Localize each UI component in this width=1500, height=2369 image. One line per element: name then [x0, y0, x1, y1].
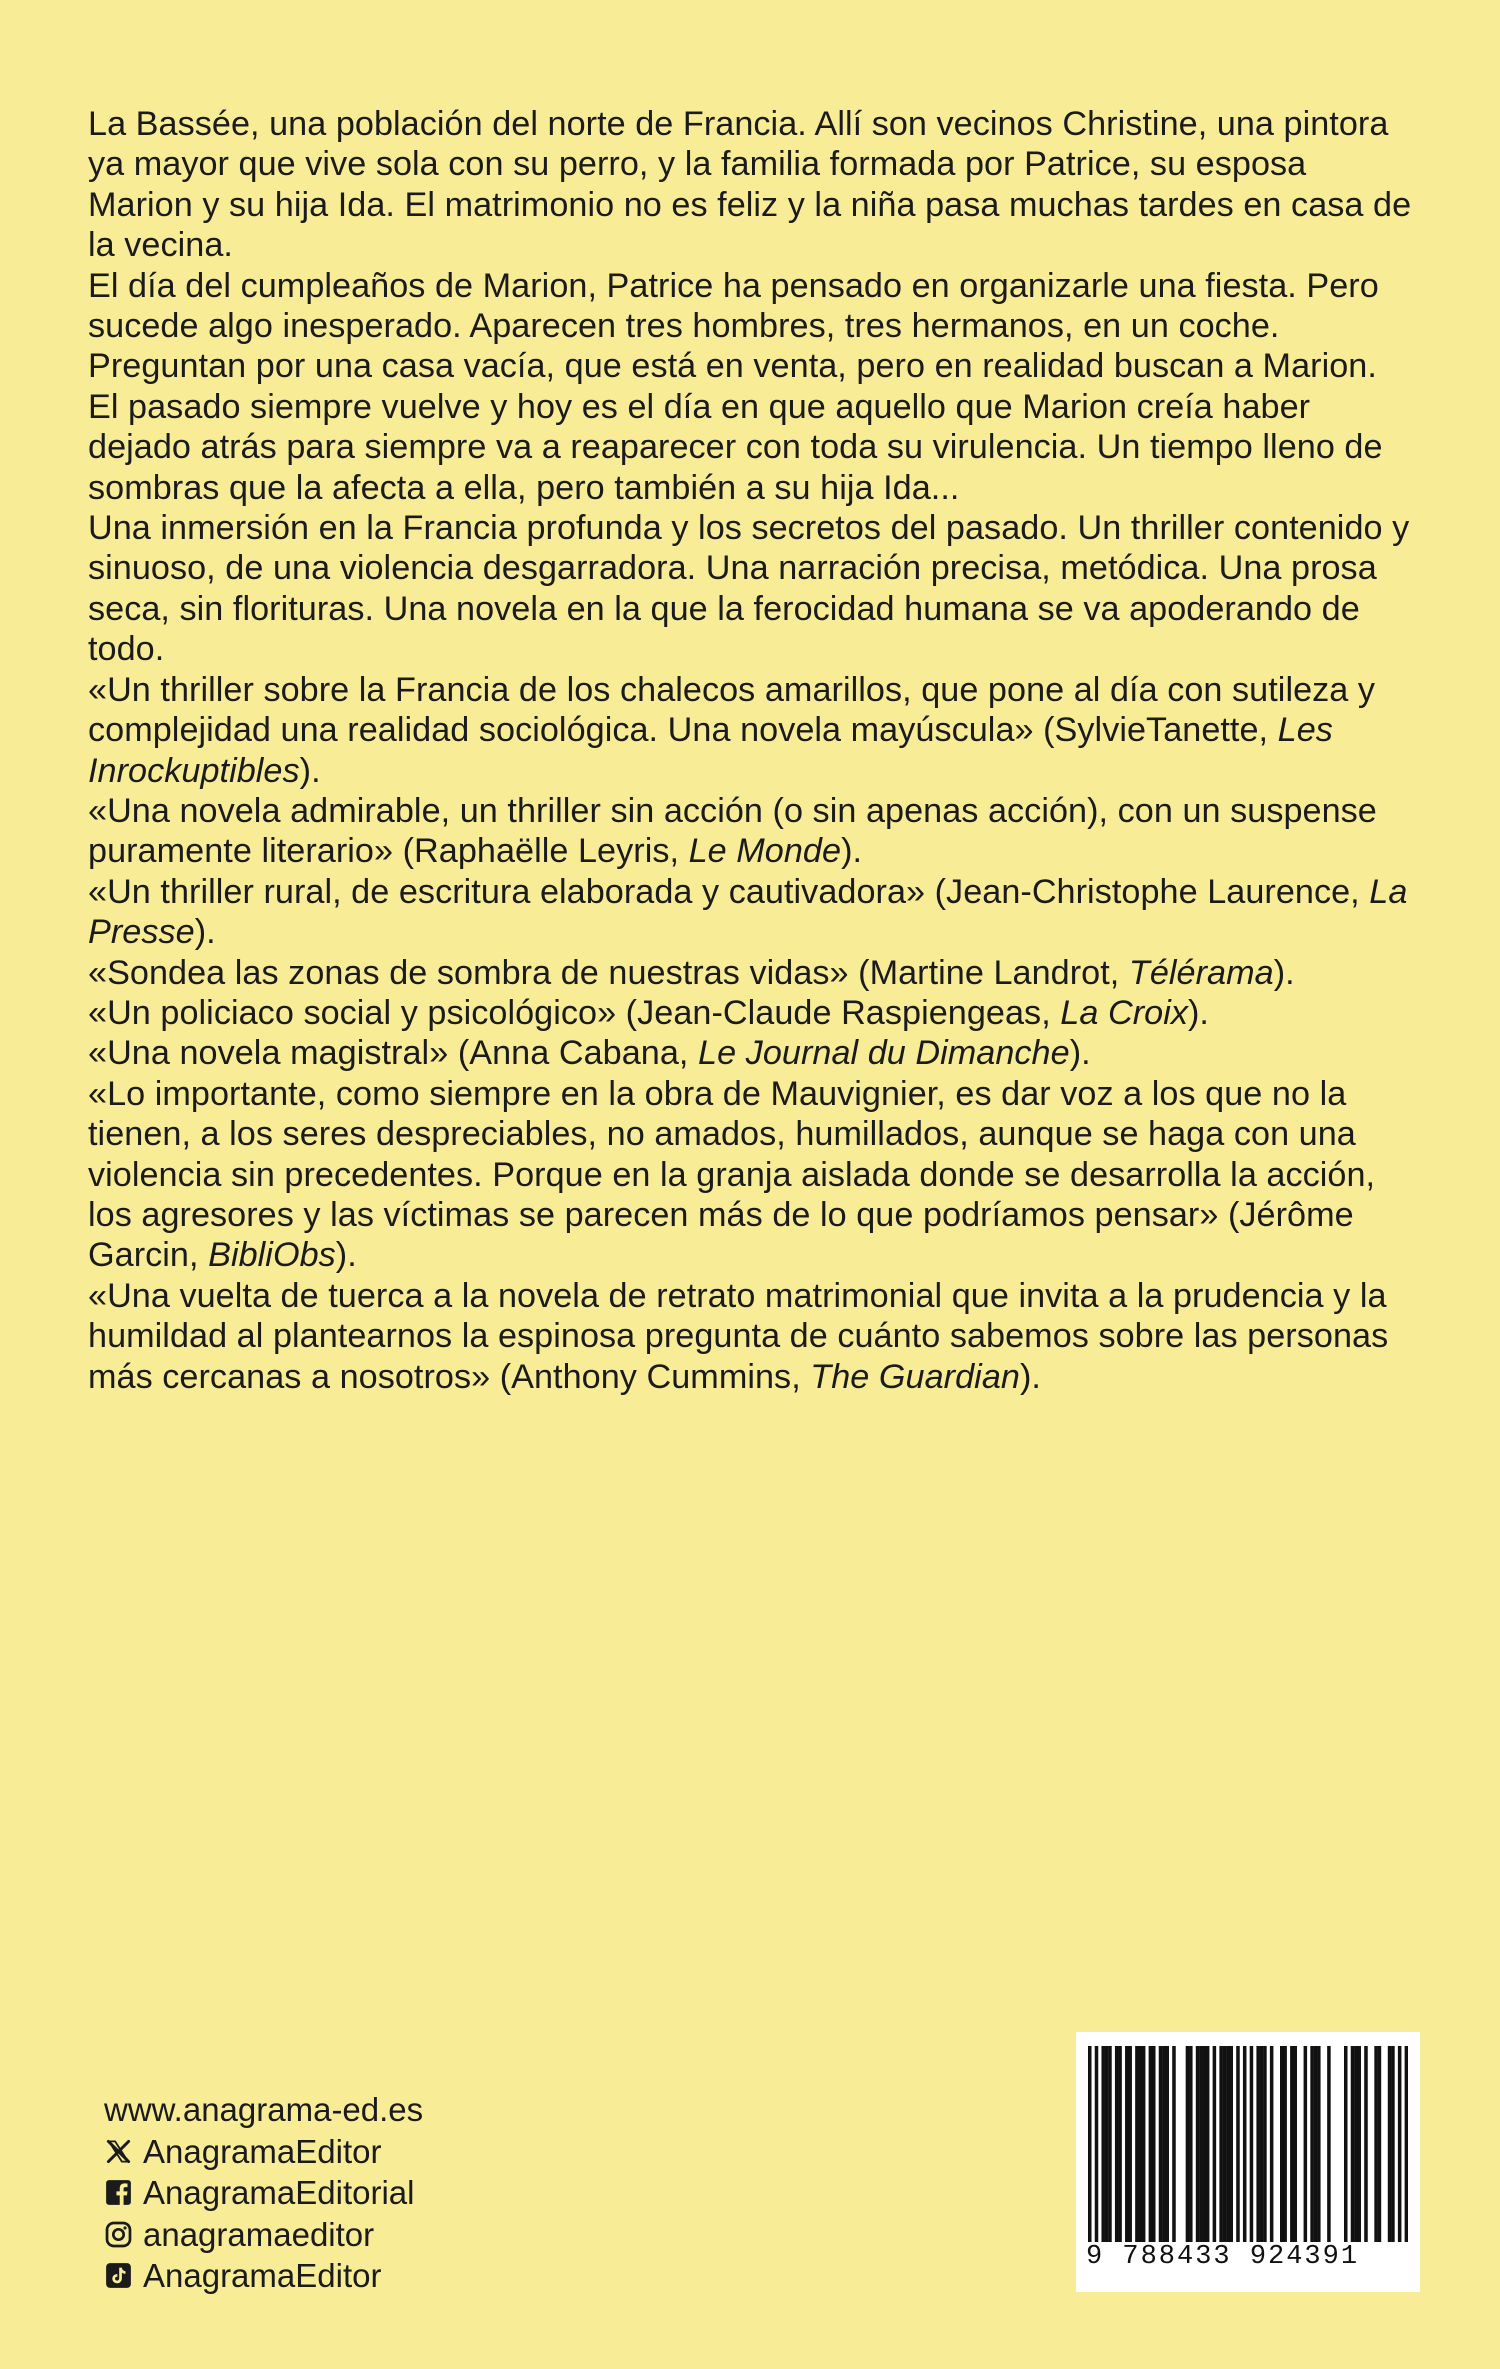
- barcode-bar: [1128, 2046, 1132, 2242]
- press-quote: «Una novela magistral» (Anna Cabana, Le Journal du Dimanche).: [88, 1034, 1091, 1073]
- barcode-bar: [1108, 2046, 1112, 2242]
- instagram-icon: [104, 2220, 133, 2249]
- barcode-bar: [1270, 2046, 1274, 2242]
- barcode-bar: [1189, 2046, 1193, 2242]
- press-quote: «Un thriller sobre la Francia de los chalecos amarillos, que pone al día con sutileza y complejidad una realidad sociológica. Una novela mayúscula» (SylvieTanette, Les Inrockuptibles).: [88, 670, 1376, 790]
- facebook-icon: [104, 2178, 133, 2207]
- social-instagram[interactable]: anagramaeditor: [104, 2214, 423, 2256]
- barcode-bar: [1206, 2046, 1210, 2242]
- tiktok-icon: [104, 2261, 133, 2290]
- barcode-bar: [1388, 2046, 1392, 2242]
- barcode-bars: [1088, 2046, 1408, 2242]
- quote-source: Télérama: [1128, 953, 1274, 992]
- barcode-bar: [1118, 2046, 1122, 2242]
- barcode-bar: [1219, 2046, 1223, 2242]
- barcode-bar: [1280, 2046, 1284, 2242]
- barcode-bar: [1283, 2046, 1287, 2242]
- barcode-bar: [1199, 2046, 1203, 2242]
- barcode-bar: [1327, 2046, 1331, 2242]
- barcode-bar: [1186, 2046, 1190, 2242]
- barcode-bar: [1213, 2046, 1217, 2242]
- barcode-bar: [1135, 2046, 1139, 2242]
- back-cover-text: [88, 104, 1418, 1397]
- barcode-bar: [1203, 2046, 1207, 2242]
- barcode-bar: [1105, 2046, 1109, 2242]
- barcode-bar: [1142, 2046, 1146, 2242]
- barcode-bar: [1196, 2046, 1200, 2242]
- synopsis-paragraph: Una inmersión en la Francia profunda y los secretos del pasado. Un thriller contenido y sinuoso, de una violencia desgarradora. Una narración precisa, metódica. Una prosa seca, sin florituras. Una novela en la que la ferocidad humana se va apoderando de todo.: [88, 509, 1410, 669]
- publisher-contacts: [104, 2089, 423, 2297]
- barcode-bar: [1139, 2046, 1143, 2242]
- quote-source: La Croix: [1060, 993, 1188, 1032]
- barcode-bar: [1088, 2046, 1092, 2242]
- barcode-bar: [1165, 2046, 1169, 2242]
- barcode-bar: [1125, 2046, 1129, 2242]
- barcode-bar: [1152, 2046, 1156, 2242]
- barcode-bar: [1314, 2046, 1318, 2242]
- synopsis-paragraph: La Bassée, una población del norte de Francia. Allí son vecinos Christine, una pintora ya mayor que vive sola con su perro, y la familia formada por Patrice, su esposa Marion y su hija Ida. El matrimonio no es feliz y la niña pasa muchas tardes en casa de la vecina.: [88, 105, 1412, 265]
- barcode-bar: [1159, 2046, 1163, 2242]
- barcode-bar: [1243, 2046, 1247, 2242]
- barcode-bar: [1162, 2046, 1166, 2242]
- press-quote: «Un thriller rural, de escritura elaborada y cautivadora» (Jean-Christophe Laurence, La Presse).: [88, 872, 1408, 952]
- press-quote: «Una novela admirable, un thriller sin acción (o sin apenas acción), con un suspense puramente literario» (Raphaëlle Leyris, Le Monde).: [88, 791, 1377, 871]
- barcode-bar: [1149, 2046, 1153, 2242]
- social-facebook[interactable]: AnagramaEditorial: [104, 2172, 423, 2214]
- quote-source: Le Monde: [688, 832, 842, 871]
- isbn-number: 9 788433 924391: [1086, 2242, 1360, 2272]
- barcode-bar: [1263, 2046, 1267, 2242]
- x-icon: [104, 2137, 133, 2166]
- barcode-bar: [1357, 2046, 1361, 2242]
- quote-source: Le Journal du Dimanche: [698, 1034, 1070, 1073]
- barcode-bar: [1293, 2046, 1297, 2242]
- social-tiktok[interactable]: AnagramaEditor: [104, 2255, 423, 2297]
- barcode-bar: [1095, 2046, 1099, 2242]
- barcode-bar: [1374, 2046, 1378, 2242]
- synopsis-paragraph: El día del cumpleaños de Marion, Patrice ha pensado en organizarle una fiesta. Pero sucede algo inesperado. Aparecen tres hombres, tres hermanos, en un coche. Preguntan por una casa vacía, que está en venta, pero en realidad buscan a Marion.: [88, 266, 1379, 386]
- barcode-bar: [1405, 2046, 1408, 2242]
- barcode-bar: [1223, 2046, 1227, 2242]
- barcode-bar: [1226, 2046, 1230, 2242]
- synopsis-paragraph: El pasado siempre vuelve y hoy es el día en que aquello que Marion creía haber dejado atrás para siempre va a reaparecer con toda su virulencia. Un tiempo lleno de sombras que la afecta a ella, pero también a su hija Ida...: [88, 387, 1383, 507]
- barcode-bar: [1260, 2046, 1264, 2242]
- quote-source: BibliObs: [208, 1236, 336, 1275]
- barcode-bar: [1172, 2046, 1176, 2242]
- press-quote: «Sondea las zonas de sombra de nuestras vidas» (Martine Landrot, Télérama).: [88, 953, 1295, 992]
- website-link[interactable]: www.anagrama-ed.es: [104, 2091, 424, 2128]
- quote-source: The Guardian: [810, 1357, 1020, 1396]
- barcode-bar: [1304, 2046, 1308, 2242]
- barcode: [1076, 2032, 1420, 2292]
- barcode-bar: [1317, 2046, 1321, 2242]
- barcode-bar: [1256, 2046, 1260, 2242]
- barcode-bar: [1354, 2046, 1358, 2242]
- barcode-bar: [1101, 2046, 1105, 2242]
- barcode-bar: [1115, 2046, 1119, 2242]
- press-quote: «Lo importante, como siempre en la obra de Mauvignier, es dar voz a los que no la tienen, a los seres despreciables, no amados, humillados, aunque se haga con una violencia sin precedentes. Porque en la granja aislada donde se desarrolla la acción, los agresores y las víctimas se parecen más de lo que podríamos pensar» (Jérôme Garcin, BibliObs).: [88, 1074, 1376, 1275]
- quote-source: La Presse: [88, 872, 1408, 952]
- barcode-bar: [1310, 2046, 1314, 2242]
- barcode-bar: [1250, 2046, 1254, 2242]
- barcode-bar: [1229, 2046, 1233, 2242]
- barcode-bar: [1378, 2046, 1382, 2242]
- barcode-bar: [1351, 2046, 1355, 2242]
- barcode-bar: [1391, 2046, 1395, 2242]
- barcode-bar: [1290, 2046, 1294, 2242]
- barcode-bar: [1398, 2046, 1402, 2242]
- social-x[interactable]: AnagramaEditor: [104, 2131, 423, 2173]
- press-quote: «Un policiaco social y psicológico» (Jean-Claude Raspiengeas, La Croix).: [88, 993, 1209, 1032]
- barcode-bar: [1236, 2046, 1240, 2242]
- press-quote: «Una vuelta de tuerca a la novela de retrato matrimonial que invita a la prudencia y la humildad al plantearnos la espinosa pregunta de cuánto sabemos sobre las personas más cercanas a nosotros» (Anthony Cummins, The Guardian).: [88, 1276, 1389, 1396]
- quote-source: Les Inrockuptibles: [88, 711, 1333, 790]
- barcode-bar: [1364, 2046, 1368, 2242]
- barcode-bar: [1344, 2046, 1348, 2242]
